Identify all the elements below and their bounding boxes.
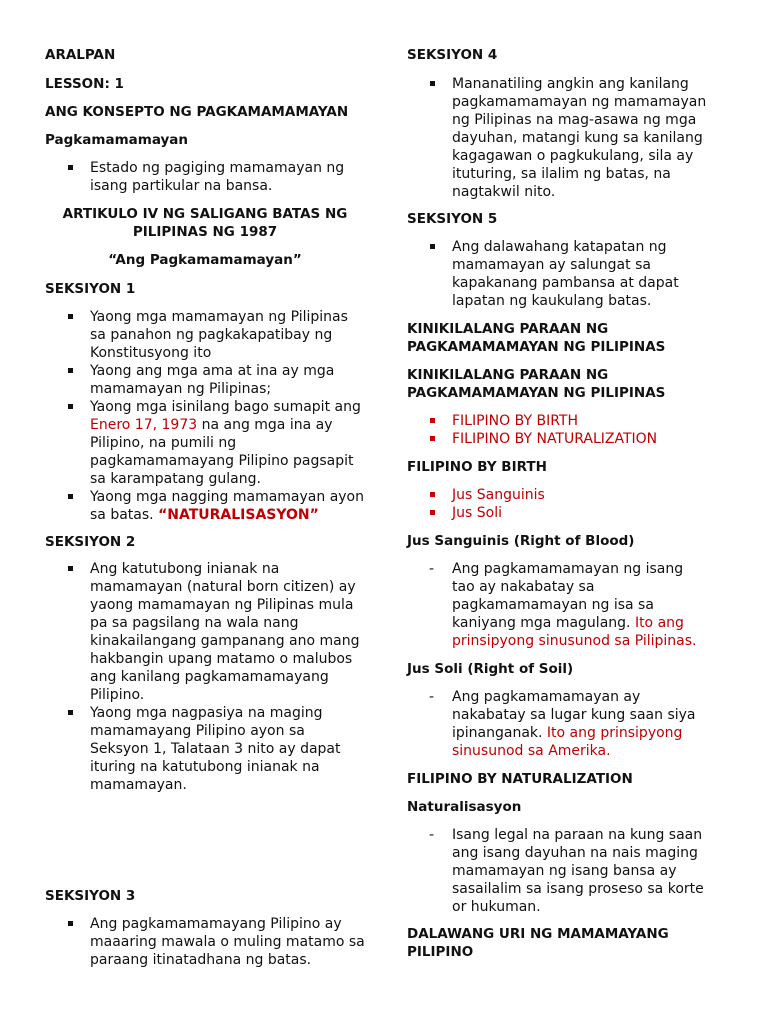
definition-list bbox=[45, 159, 365, 195]
jus-soli-list bbox=[407, 688, 707, 760]
seksiyon-5-list bbox=[407, 238, 707, 310]
list-item: Estado ng pagiging mamamayan ng isang partikular na bansa. bbox=[45, 159, 365, 195]
list-item: Mananatiling angkin ang kanilang pagkamamamayan ng mamamayan ng Pilipinas na mag-asawa ng mga dayuhan, matangi kung sa kanilang kagagawan o pagkukulang, sila ay ituturing, sa ilalim ng batas, na nagtakwil nito. bbox=[407, 75, 707, 201]
list-item bbox=[45, 488, 365, 524]
list-item: Ang dalawahang katapatan ng mamamayan ay salungat sa kapakanang pambansa at dapat lapatan ng kaukulang batas. bbox=[407, 238, 707, 310]
list-item bbox=[407, 688, 707, 760]
list-item: Yaong ang mga ama at ina ay mga mamamayan ng Pilipinas; bbox=[45, 362, 365, 398]
dalawang-uri-heading: DALAWANG URI NG MAMAMAYANG PILIPINO bbox=[407, 926, 669, 960]
list-item bbox=[45, 398, 365, 488]
list-item: Jus Soli bbox=[407, 504, 707, 522]
artikulo-heading: ARTIKULO IV NG SALIGANG BATAS NG PILIPINAS NG 1987 bbox=[62, 206, 348, 240]
list-item: - Isang legal na paraan na kung saan ang isang dayuhan na nais maging mamamayan ng isang bansa ay sasailalim sa isang proseso sa korte or hukuman. bbox=[407, 826, 707, 916]
quote-heading: “Ang Pagkamamamayan” bbox=[108, 252, 302, 268]
filipino-by-birth-heading: FILIPINO BY BIRTH bbox=[407, 459, 547, 475]
item-text: Ang pagkamamamayan ay nakabatay sa lugar kung saan siya ipinanganak. bbox=[452, 689, 696, 741]
subtitle-pagkamamamayan: Pagkamamamayan bbox=[45, 132, 189, 148]
naturalisasyon-highlight: “NATURALISASYON” bbox=[158, 507, 319, 523]
list-item bbox=[407, 560, 707, 650]
principle-highlight: Ito ang prinsipyong sinusunod sa Amerika. bbox=[452, 725, 683, 759]
item-text: na ang mga ina ay Pilipino, na pumili ng pagkamamamayang Pilipino pagsapit sa karampatang gulang. bbox=[90, 417, 354, 487]
seksiyon-4-heading: SEKSIYON 4 bbox=[407, 47, 498, 63]
principle-highlight: Ito ang prinsipyong sinusunod sa Pilipinas. bbox=[452, 615, 697, 649]
seksiyon-1-list bbox=[45, 308, 365, 524]
seksiyon-3-list bbox=[45, 915, 365, 969]
item-text: Yaong mga nagging mamamayan ayon sa batas. bbox=[90, 489, 364, 523]
seksiyon-5-heading: SEKSIYON 5 bbox=[407, 211, 498, 227]
list-item: Yaong mga nagpasiya na maging mamamayang Pilipino ayon sa Seksyon 1, Talataan 3 nito ay dapat ituring na katutubong inianak na mamamayan. bbox=[45, 704, 365, 794]
item-text: Yaong mga isinilang bago sumapit ang bbox=[90, 399, 361, 415]
lesson-heading: LESSON: 1 bbox=[45, 76, 124, 92]
naturalisasyon-heading: Naturalisasyon bbox=[407, 799, 522, 815]
list-item: Yaong mga mamamayan ng Pilipinas sa panahon ng pagkakapatibay ng Konstitusyong ito bbox=[45, 308, 365, 362]
seksiyon-2-list bbox=[45, 560, 365, 794]
seksiyon-2-heading: SEKSIYON 2 bbox=[45, 534, 136, 550]
seksiyon-1-heading: SEKSIYON 1 bbox=[45, 281, 136, 297]
aralpan-heading: ARALPAN bbox=[45, 47, 116, 63]
list-item: Ang pagkamamamayang Pilipino ay maaaring mawala o muling matamo sa paraang itinatadhana ng batas. bbox=[45, 915, 365, 969]
naturalisasyon-list bbox=[407, 826, 707, 916]
list-item: Jus Sanguinis bbox=[407, 486, 707, 504]
list-item: FILIPINO BY BIRTH bbox=[407, 412, 707, 430]
seksiyon-3-heading: SEKSIYON 3 bbox=[45, 888, 136, 904]
jus-sanguinis-list bbox=[407, 560, 707, 650]
jus-soli-heading: Jus Soli (Right of Soil) bbox=[407, 661, 574, 677]
filipino-by-naturalization-heading: FILIPINO BY NATURALIZATION bbox=[407, 771, 633, 787]
date-highlight: Enero 17, 1973 bbox=[90, 417, 198, 433]
kinikilala-heading-2: KINIKILALANG PARAAN NG PAGKAMAMAMAYAN NG PILIPINAS bbox=[407, 367, 666, 401]
item-text: Ang pagkamamamayan ng isang tao ay nakabatay sa pagkamamamayan ng isa sa kaniyang mga magulang. bbox=[452, 561, 684, 631]
birth-list bbox=[407, 486, 707, 522]
lesson-title: ANG KONSEPTO NG PAGKAMAMAMAYAN bbox=[45, 104, 349, 120]
list-item: FILIPINO BY NATURALIZATION bbox=[407, 430, 707, 448]
seksiyon-4-list bbox=[407, 75, 707, 201]
ways-list bbox=[407, 412, 707, 448]
kinikilala-heading-1: KINIKILALANG PARAAN NG PAGKAMAMAMAYAN NG PILIPINAS bbox=[407, 321, 666, 355]
list-item: Ang katutubong inianak na mamamayan (natural born citizen) ay yaong mamamayan ng Pilipinas mula pa sa pagsilang na wala nang kinakailangang gampanang ano mang hakbangin upang matamo o malubos ang kanilang pagkamamamayang Pilipino. bbox=[45, 560, 365, 704]
jus-sanguinis-heading: Jus Sanguinis (Right of Blood) bbox=[407, 533, 635, 549]
